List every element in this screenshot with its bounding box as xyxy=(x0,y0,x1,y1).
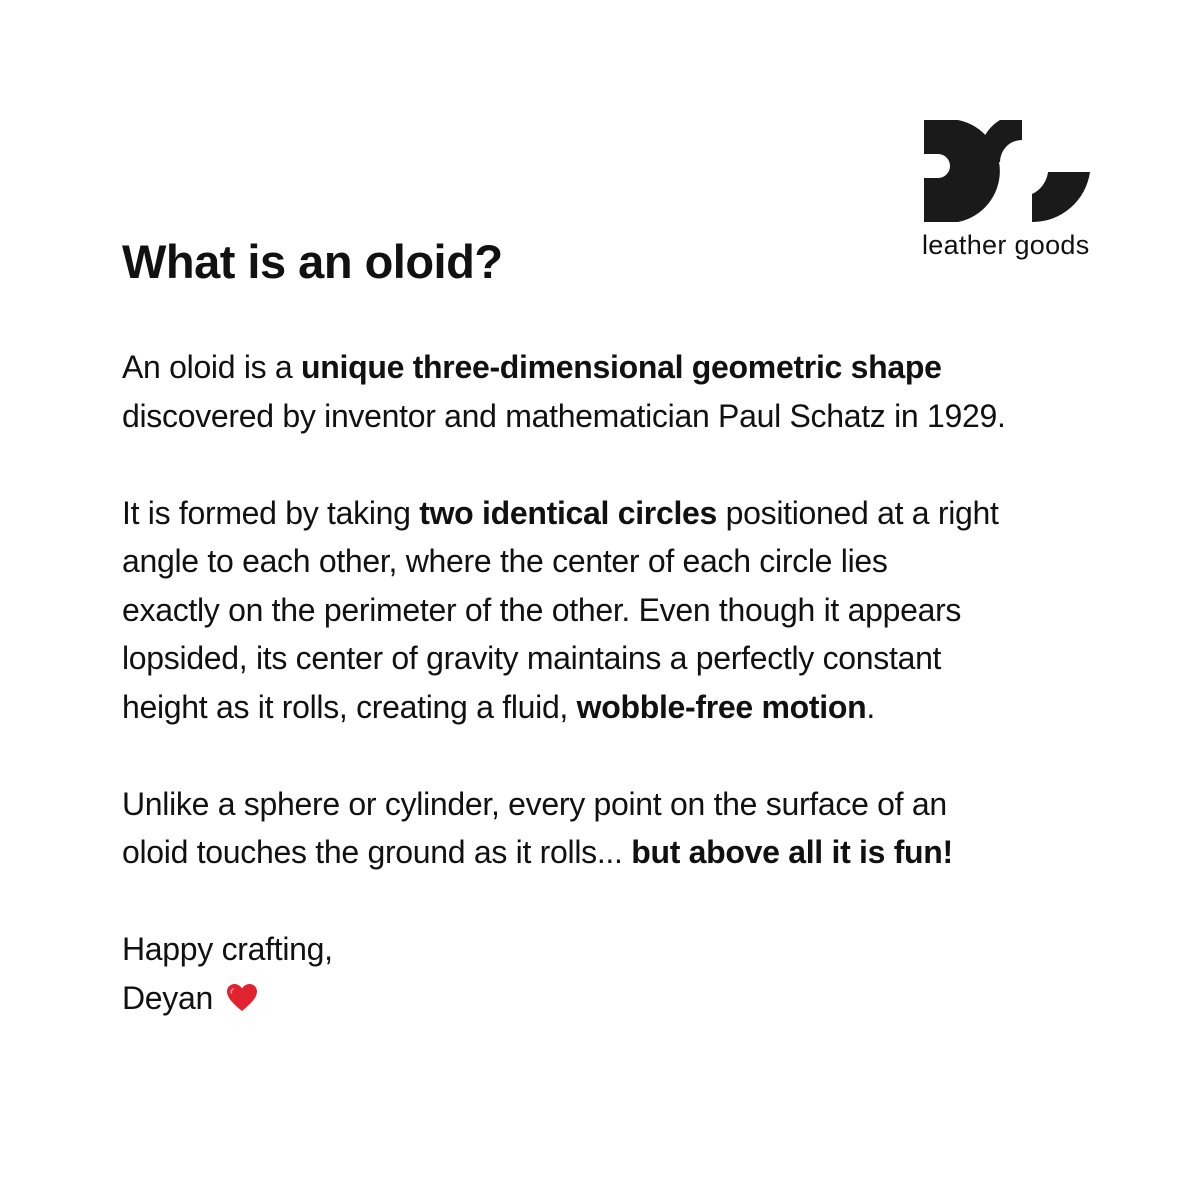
text-span: oloid touches the ground as it rolls... xyxy=(122,834,632,870)
page-title: What is an oloid? xyxy=(122,235,503,288)
signoff-name: Deyan xyxy=(122,979,222,1016)
brand-logo xyxy=(922,118,1092,268)
text-span: An oloid is a xyxy=(122,349,302,385)
signoff xyxy=(122,925,1112,1022)
text-span: positioned at a right xyxy=(717,494,999,531)
text-line: Unlike a sphere or cylinder, every point on the surface of an xyxy=(122,785,947,822)
text-line: exactly on the perimeter of the other. Even though it appears xyxy=(122,591,962,628)
article-body xyxy=(122,343,1112,1022)
text-span: It is formed by taking xyxy=(122,494,420,531)
bold-text: wobble-free motion xyxy=(576,688,867,725)
signoff-name-line xyxy=(122,974,1112,1023)
text-line: lopsided, its center of gravity maintains a perfectly constant xyxy=(122,640,942,676)
bold-text: two identical circles xyxy=(419,494,718,531)
text-line: angle to each other, where the center of each circle lies xyxy=(122,543,888,579)
text-line xyxy=(122,828,1112,877)
bold-text: unique three-dimensional geometric shape xyxy=(301,349,942,385)
text-span: . xyxy=(866,688,875,725)
paragraph-rolling xyxy=(122,780,1112,877)
bold-text: but above all it is fun! xyxy=(631,834,953,870)
logo-caption: leather goods xyxy=(922,230,1090,260)
paragraph-formation xyxy=(122,489,1112,732)
text-line xyxy=(122,489,1112,538)
text-line xyxy=(122,343,1112,392)
logo-arc-top xyxy=(980,120,1022,162)
logo-arc-bottom xyxy=(1032,172,1090,222)
text-line xyxy=(122,683,1112,732)
text-line: discovered by inventor and mathematician Paul Schatz in 1929. xyxy=(122,397,1006,434)
ds-logo-mark xyxy=(922,118,1092,228)
paragraph-intro xyxy=(122,343,1112,440)
text-span: height as it rolls, creating a fluid, xyxy=(122,688,577,725)
signoff-greeting: Happy crafting, xyxy=(122,931,333,967)
heart-icon xyxy=(226,983,258,1013)
